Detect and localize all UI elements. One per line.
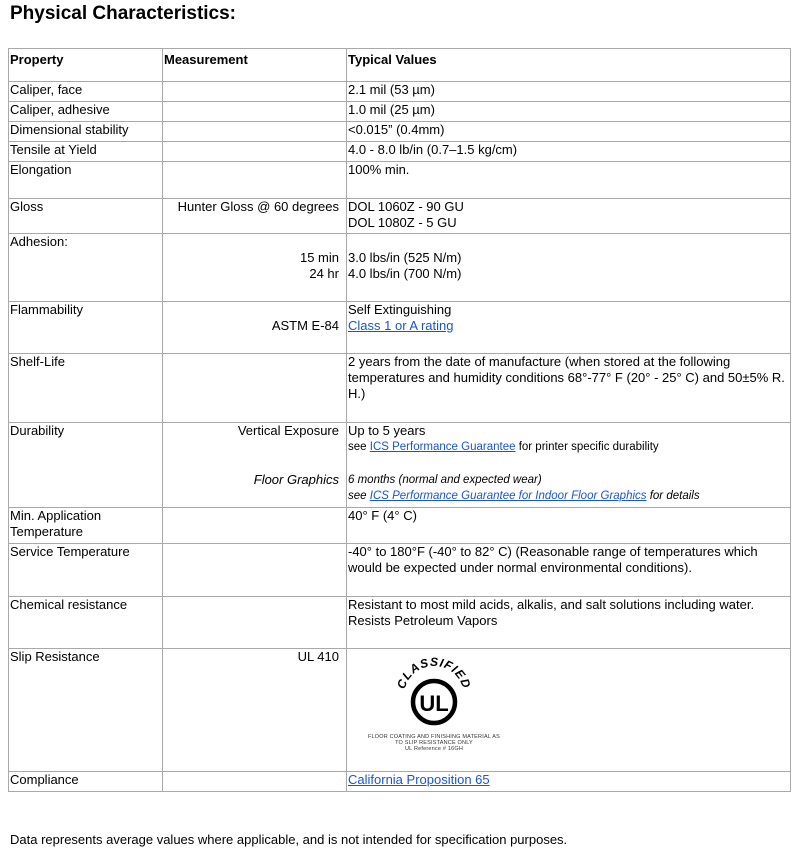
measurement-ul410: UL 410: [163, 649, 347, 772]
ul-classified-mark-icon: [384, 650, 484, 730]
table-header-row: [9, 49, 791, 82]
measurement-empty: [163, 772, 347, 792]
value-tensile: 4.0 - 8.0 lb/in (0.7–1.5 kg/cm): [347, 142, 791, 162]
property-gloss: Gloss: [9, 199, 163, 234]
value-chemical-1: Resistant to most mild acids, alkalis, and salt solutions including water.: [348, 597, 755, 612]
property-caliper-face: Caliper, face: [9, 82, 163, 102]
header-typical-values: Typical Values: [347, 49, 791, 82]
header-property: Property: [9, 49, 163, 82]
value-flammability-1: Self Extinguishing: [348, 302, 452, 317]
value-caliper-adhesive: 1.0 mil (25 µm): [347, 102, 791, 122]
property-flammability: Flammability: [9, 302, 163, 354]
table-row: [9, 102, 791, 122]
table-row: [9, 122, 791, 142]
header-measurement: Measurement: [163, 49, 347, 82]
table-row: [9, 597, 791, 649]
property-dimensional-stability: Dimensional stability: [9, 122, 163, 142]
value-service-temperature: -40° to 180°F (-40° to 82° C) (Reasonable range of temperatures which would be expected under normal environmental conditions).: [347, 544, 791, 597]
measurement-empty: [163, 82, 347, 102]
ul-classified-logo: [350, 650, 518, 752]
table-row: [9, 82, 791, 102]
measurement-adhesion-15min: 15 min: [299, 250, 339, 265]
property-caliper-adhesive: Caliper, adhesive: [9, 102, 163, 122]
table-row: [9, 772, 791, 792]
property-compliance: Compliance: [9, 772, 163, 792]
measurement-vertical-exposure: Vertical Exposure: [237, 423, 339, 438]
table-row: [9, 199, 791, 234]
table-row: [9, 649, 791, 772]
logo-ul-text: UL: [419, 691, 449, 716]
page-title: Physical Characteristics:: [10, 3, 237, 24]
value-durability: [347, 423, 791, 508]
value-gloss-1: DOL 1060Z - 90 GU: [348, 199, 464, 214]
table-row: [9, 423, 791, 508]
measurement-adhesion: [163, 234, 347, 302]
measurement-gloss: Hunter Gloss @ 60 degrees: [163, 199, 347, 234]
property-min-application-temperature: Min. Application Temperature: [9, 508, 163, 544]
measurement-flammability: [163, 302, 347, 354]
ul-caption-3: UL Reference # 16GH: [404, 746, 463, 752]
value-elongation: 100% min.: [347, 162, 791, 199]
value-adhesion-2: 4.0 lbs/in (700 N/m): [348, 266, 462, 281]
table-row: [9, 142, 791, 162]
table-row: [9, 302, 791, 354]
measurement-empty: [163, 508, 347, 544]
value-caliper-face: 2.1 mil (53 µm): [347, 82, 791, 102]
table-row: [9, 354, 791, 423]
value-shelf-life: 2 years from the date of manufacture (when stored at the following temperatures and humidity conditions 68°-77° F (20° - 25° C) and 50±5% R. H.): [347, 354, 791, 423]
measurement-empty: [163, 142, 347, 162]
california-prop-65-link[interactable]: California Proposition 65: [348, 772, 490, 787]
value-flammability: [347, 302, 791, 354]
footer-disclaimer: Data represents average values where applicable, and is not intended for specification purposes.: [10, 832, 568, 847]
measurement-empty: [163, 354, 347, 423]
value-durability-vertical: Up to 5 years: [348, 423, 426, 438]
table-row: [9, 234, 791, 302]
property-tensile: Tensile at Yield: [9, 142, 163, 162]
ul-caption-1: FLOOR COATING AND FINISHING MATERIAL AS: [367, 734, 501, 740]
property-durability: Durability: [9, 423, 163, 508]
table-row: [9, 544, 791, 597]
class-1-rating-link[interactable]: Class 1 or A rating: [348, 318, 454, 333]
logo-classified-text: CLASSIFIED: [394, 654, 474, 691]
measurement-astm: ASTM E-84: [271, 318, 339, 333]
ul-caption-2: TO SLIP RESISTANCE ONLY: [395, 740, 473, 746]
ics-floor-graphics-guarantee-link[interactable]: ICS Performance Guarantee for Indoor Floor Graphics: [369, 490, 647, 502]
durability-see-note-1: see ICS Performance Guarantee for printer specific durability: [348, 441, 659, 453]
table-row: [9, 508, 791, 544]
value-min-application-temperature: 40° F (4° C): [347, 508, 791, 544]
svg-text:CLASSIFIED: [394, 655, 474, 691]
value-adhesion-1: 3.0 lbs/in (525 N/m): [348, 250, 462, 265]
durability-see-note-2: see ICS Performance Guarantee for Indoor Floor Graphics for details: [348, 490, 700, 502]
table-row: [9, 162, 791, 199]
value-adhesion: [347, 234, 791, 302]
value-dimensional-stability: <0.015” (0.4mm): [347, 122, 791, 142]
value-gloss: [347, 199, 791, 234]
measurement-floor-graphics: Floor Graphics: [253, 472, 339, 487]
physical-characteristics-table: [8, 48, 791, 792]
property-adhesion: Adhesion:: [9, 234, 163, 302]
value-chemical-2: Resists Petroleum Vapors: [348, 613, 498, 628]
measurement-empty: [163, 162, 347, 199]
measurement-empty: [163, 597, 347, 649]
measurement-empty: [163, 122, 347, 142]
value-durability-floor: 6 months (normal and expected wear): [348, 474, 542, 486]
measurement-durability: [163, 423, 347, 508]
value-compliance: [347, 772, 791, 792]
measurement-empty: [163, 544, 347, 597]
property-slip-resistance: Slip Resistance: [9, 649, 163, 772]
property-elongation: Elongation: [9, 162, 163, 199]
measurement-adhesion-24hr: 24 hr: [309, 266, 339, 281]
property-service-temperature: Service Temperature: [9, 544, 163, 597]
property-shelf-life: Shelf-Life: [9, 354, 163, 423]
value-gloss-2: DOL 1080Z - 5 GU: [348, 215, 457, 230]
value-slip-resistance: [347, 649, 791, 772]
value-chemical-resistance: [347, 597, 791, 649]
ics-performance-guarantee-link[interactable]: ICS Performance Guarantee: [369, 441, 516, 453]
measurement-empty: [163, 102, 347, 122]
property-chemical-resistance: Chemical resistance: [9, 597, 163, 649]
